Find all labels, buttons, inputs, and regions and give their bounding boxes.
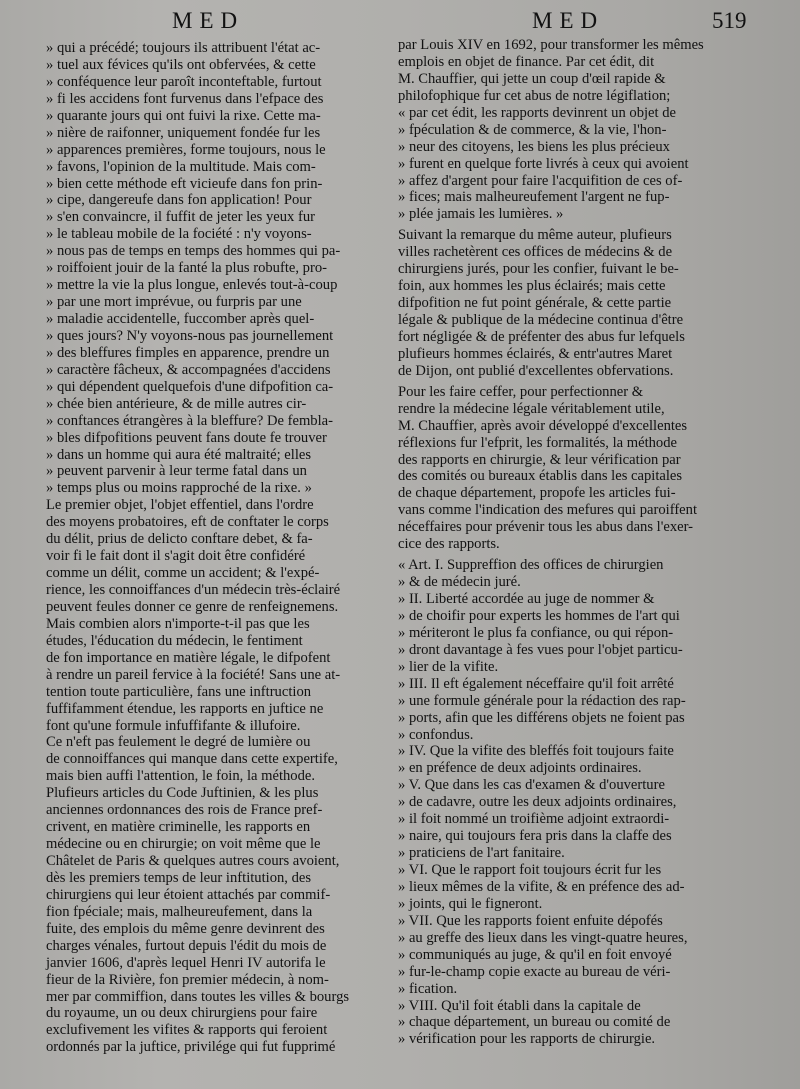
text-line: » en préfence de deux adjoints ordinaires. [398, 760, 642, 777]
text-line: » mériteront le plus fa confiance, ou qui répon- [398, 624, 674, 641]
text-line: peuvent feules donner ce genre de renfeignemens. [46, 598, 339, 615]
text-line: de fon importance en matière légale, le difpofent [46, 649, 331, 666]
text-line: philofophique fur cet abus de notre légiflation; [398, 87, 671, 104]
header-left-word: MED [172, 8, 245, 33]
text-line: voir fi le fait dont il s'agit doit être confidéré [46, 548, 306, 565]
text-line: Plufieurs articles du Code Juftinien, & les plus [46, 785, 319, 802]
text-line: comme un délit, comme un accident; & l'expé- [46, 565, 320, 582]
text-line: » par une mort imprévue, ou furpris par une [46, 294, 302, 311]
text-line: Le premier objet, l'objet effentiel, dans l'ordre [46, 497, 314, 514]
text-line: M. Chauffier, qui jette un coup d'œil rapide & [398, 70, 666, 87]
text-line: » peuvent parvenir à leur terme fatal dans un [46, 463, 307, 480]
text-line: charges vénales, furtout depuis l'édit du mois de [46, 937, 327, 954]
text-line: mer par commiffion, dans toutes les villes & bourgs [46, 988, 350, 1005]
text-line: » dans un homme qui aura été maltraité; elles [46, 446, 312, 463]
text-line: » il foit nommé un troifième adjoint extraordi- [398, 811, 670, 828]
text-line: » naire, qui toujours fera pris dans la claffe des [398, 828, 672, 845]
text-line: fieur de la Rivière, fon premier médecin, à nom- [46, 971, 329, 988]
text-line: » le tableau mobile de la fociété : n'y voyons- [46, 226, 312, 243]
text-line: » caractère fâcheux, & accompagnées d'accidens [46, 361, 331, 378]
text-line: emplois en objet de finance. Par cet édit, dit [398, 53, 655, 70]
text-line: » vérification pour les rapports de chirurgie. [398, 1031, 656, 1048]
text-line: plufieurs hommes éclairés, & entr'autres Maret [398, 345, 673, 362]
text-line: » fices; mais malheureufement l'argent ne fup- [398, 189, 670, 206]
text-line: fuffifamment étendue, les rapports en juftice ne [46, 700, 324, 717]
text-line: » VII. Que les rapports foient enfuite dépofés [398, 912, 663, 929]
text-line: » lier de la vifite. [398, 658, 499, 675]
text-line: » communiqués au juge, & qu'il en foit envoyé [398, 946, 672, 963]
text-line: » qui dépendent quelquefois d'une difpofition ca- [46, 378, 334, 395]
text-line: » roiffoient jouir de la fanté la plus robufte, pro- [46, 260, 327, 277]
text-line: à rendre un pareil fervice à la fociété! Sans une at- [46, 666, 341, 683]
text-line: » affez d'argent pour faire l'acquifition de ces of- [398, 172, 683, 189]
text-line: » fpéculation & de commerce, & la vie, l'hon- [398, 121, 667, 138]
text-line: fort négligée & de préfenter des abus fur lefquels [398, 328, 685, 345]
text-line: M. Chauffier, après avoir développé d'excellentes [398, 417, 688, 434]
text-line: » temps plus ou moins rapproché de la rixe. » [46, 480, 312, 497]
text-line: exclufivement les vifites & rapports qui feroient [46, 1022, 328, 1039]
text-line: » bles difpofitions peuvent fans doute fe trouver [46, 429, 327, 446]
text-line: de connoiffances qui manque dans cette expertife, [46, 751, 338, 768]
text-line: mais bien auffi l'attention, le foin, la méthode. [46, 768, 316, 785]
text-line: font qu'une formule infuffifante & illufoire. [46, 717, 301, 734]
text-line: anciennes ordonnances des rois de France pref- [46, 802, 323, 819]
text-line: » ques jours? N'y voyons-nous pas journellement [46, 327, 334, 344]
text-line: Mais combien alors n'importe-t-il pas que les [46, 615, 310, 632]
text-line: « Art. I. Suppreffion des offices de chirurgien [398, 557, 664, 574]
text-line: médecine ou en chirurgie; on voit même que le [46, 836, 321, 853]
text-line: dès les premiers temps de leur inftitution, des [46, 869, 312, 886]
text-line: réflexions fur l'efprit, les formalités, la méthode [398, 434, 678, 451]
text-line: Suivant la remarque du même auteur, plufieurs [398, 227, 672, 244]
text-line: tention toute particulière, fans une inftruction [46, 683, 312, 700]
text-line: fuite, des emplois du même genre devinrent des [46, 920, 325, 937]
text-line: » dront davantage à fes vues pour l'objet particu- [398, 641, 683, 658]
text-line: « par cet édit, les rapports devinrent un objet de [398, 104, 677, 121]
text-line: des moyens probatoires, eft de conftater le corps [46, 514, 329, 531]
text-line: » III. Il eft également néceffaire qu'il foit arrêté [398, 675, 674, 692]
right-text-column [398, 37, 744, 1048]
text-line: » conféquence leur paroît inconteftable, furtout [46, 73, 322, 90]
text-line: chirurgiens qui leur étoient attachés par commif- [46, 886, 331, 903]
text-line: » II. Liberté accordée au juge de nommer & [398, 591, 655, 607]
text-line: » fur-le-champ copie exacte au bureau de véri- [398, 963, 671, 980]
text-line: du royaume, un ou deux chirurgiens pour faire [46, 1005, 318, 1022]
text-line: des comités ou bureaux établis dans les capitales [398, 468, 683, 485]
text-line: » IV. Que la vifite des bleffés foit toujours faite [398, 743, 674, 760]
text-line: » tuel aux févices qu'ils ont obfervées, & cette [46, 56, 316, 73]
text-line: » VI. Que le rapport foit toujours écrit fur les [398, 862, 662, 878]
text-line: » ports, afin que les différens objets ne foient pas [398, 709, 685, 726]
text-line: » joints, qui le figneront. [398, 895, 543, 912]
text-line: rendre la médecine légale véritablement utile, [398, 400, 665, 417]
text-line: » mettre la vie la plus longue, enlevés tout-à-coup [46, 277, 338, 294]
text-line: » quarante jours qui ont fuivi la rixe. Cette ma- [46, 107, 321, 124]
text-line: » & de médecin juré. [398, 574, 521, 591]
header-right-word: MED [532, 8, 605, 33]
text-line: crivent, en matière criminelle, les rapports en [46, 819, 311, 836]
text-line: » fi les accidens font furvenus dans l'efpace des [46, 90, 324, 107]
text-line: » furent en quelque forte livrés à ceux qui avoient [398, 155, 689, 172]
text-line: » fication. [398, 980, 458, 997]
text-line: villes rachetèrent ces offices de médecins & de [398, 244, 673, 261]
text-line: de chaque département, propofe les articles fui- [398, 485, 676, 502]
left-text-column [46, 40, 388, 1056]
text-line: Ce n'eft pas feulement le degré de lumière ou [46, 734, 311, 751]
text-line: janvier 1606, d'après lequel Henri IV autorifa le [46, 954, 326, 971]
text-line: ordonnés par la juftice, privilége qui fut fupprimé [46, 1039, 336, 1056]
text-line: vans comme l'indication des mefures qui paroiffent [398, 502, 698, 519]
text-line: Châtelet de Paris & quelques autres cours avoient, [46, 853, 340, 869]
text-line: foin, aux hommes les plus éclairés; mais cette [398, 278, 666, 295]
text-line: » bien cette méthode eft vicieufe dans fon prin- [46, 175, 323, 192]
text-line: » de choifir pour experts les hommes de l'art qui [398, 607, 680, 624]
text-line: » au greffe des lieux dans les vingt-quatre heures, [398, 929, 688, 946]
text-line: difpofition ne fut point générale, & cette partie [398, 295, 672, 312]
text-line: Pour les faire ceffer, pour perfectionner & [398, 383, 644, 400]
text-line: fion fpéciale; mais, malheureufement, dans la [46, 903, 313, 920]
text-line: » une formule générale pour la rédaction des rap- [398, 692, 686, 709]
text-line: » lieux mêmes de la vifite, & en préfence des ad- [398, 878, 685, 895]
text-line: » qui a précédé; toujours ils attribuent l'état ac- [46, 40, 321, 56]
text-line: du délit, prius de delicto conftare debet, & fa- [46, 531, 313, 548]
text-line: » de cadavre, outre les deux adjoints ordinaires, [398, 794, 677, 811]
text-line: » chée bien antérieure, & de mille autres cir- [46, 395, 307, 412]
text-line: des rapports en chirurgie, & leur vérification par [398, 451, 681, 468]
text-line: par Louis XIV en 1692, pour transformer les mêmes [398, 37, 704, 53]
text-line: rience, les connoiffances d'un médecin très-éclairé [46, 582, 341, 598]
text-line: » apparences premières, forme toujours, nous le [46, 141, 326, 158]
text-line: » favons, l'opinion de la multitude. Mais com- [46, 158, 316, 175]
text-line: » chaque département, un bureau ou comité de [398, 1014, 671, 1031]
text-line: » V. Que dans les cas d'examen & d'ouverture [398, 777, 665, 794]
text-line: » neur des citoyens, les biens les plus précieux [398, 138, 670, 155]
text-line: » confondus. [398, 726, 474, 743]
text-line: » nière de raifonner, uniquement fondée fur les [46, 124, 321, 141]
text-line: » conftances étrangères à la bleffure? De fembla- [46, 412, 333, 429]
text-line: » nous pas de temps en temps des hommes qui pa- [46, 243, 341, 260]
text-line: chirurgiens jurés, pour les confier, fuivant le be- [398, 261, 679, 278]
text-line: » maladie accidentelle, fuccomber après quel- [46, 311, 315, 327]
text-line: » praticiens de l'art fanitaire. [398, 845, 565, 862]
text-line: légale & publique de la médecine continua d'être [398, 312, 684, 328]
text-line: » des bleffures fimples en apparence, prendre un [46, 344, 330, 361]
text-line: néceffaires pour prévenir tous les abus dans l'exer- [398, 519, 694, 536]
text-line: » VIII. Qu'il foit établi dans la capitale de [398, 997, 641, 1014]
text-line: » cipe, dangereufe dans fon application! Pour [46, 192, 312, 209]
text-line: » s'en convaincre, il fuffit de jeter les yeux fur [46, 209, 316, 226]
page-number: 519 [712, 8, 747, 33]
text-line: cice des rapports. [398, 536, 500, 553]
text-line: de Dijon, ont publié d'excellentes obfervations. [398, 362, 674, 379]
text-line: études, l'éducation du médecin, le fentiment [46, 632, 303, 649]
text-line: » pléе jamais les lumières. » [398, 206, 564, 223]
